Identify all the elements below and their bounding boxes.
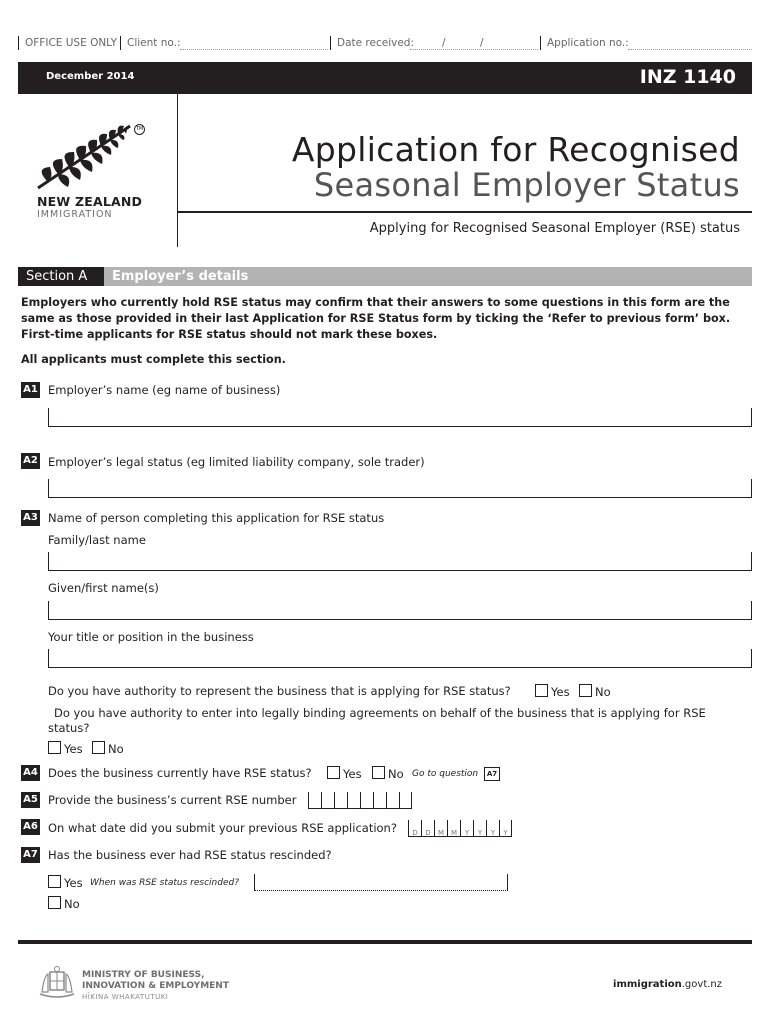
silver-fern-logo-icon — [34, 124, 134, 192]
form-date: December 2014 — [46, 71, 135, 82]
question-a3-text: Name of person completing this application for RSE status — [48, 511, 385, 525]
rescinded-when-label: When was RSE status rescinded? — [90, 878, 239, 888]
date-box-d1: D — [408, 820, 421, 836]
rescinded-no-option[interactable] — [48, 896, 80, 911]
no-label: No — [595, 685, 611, 699]
question-a5-text: Provide the business’s current RSE number — [48, 793, 297, 807]
trademark-icon: TM — [134, 124, 145, 135]
previous-application-date-input[interactable] — [408, 820, 512, 837]
coat-of-arms-icon — [38, 966, 76, 1000]
date-box-y2: Y — [473, 820, 486, 836]
question-a2-text: Employer’s legal status (eg limited liability company, sole trader) — [48, 455, 425, 469]
rescinded-no-checkbox[interactable] — [48, 896, 61, 909]
date-box-m1: M — [434, 820, 447, 836]
family-name-label: Family/last name — [48, 533, 146, 547]
question-number-a6: A6 — [21, 819, 40, 835]
rse-status-yes-checkbox[interactable] — [327, 766, 340, 779]
employer-name-input[interactable] — [48, 408, 752, 427]
section-instruction: All applicants must complete this section. — [21, 353, 286, 366]
section-label: Section A — [18, 267, 104, 286]
section-intro: Employers who currently hold RSE status may confirm that their answers to some questions in this form are the same as those provided in their last Application for RSE Status form by ticking the ‘Refer to previous form’ box. First-time applicants for RSE status should not mark these boxes. — [21, 296, 731, 341]
rse-number-input[interactable] — [308, 792, 412, 809]
binding-yes-option[interactable] — [48, 741, 83, 756]
authority-yes-checkbox[interactable] — [535, 684, 548, 697]
date-box-m2: M — [447, 820, 460, 836]
logo-new-zealand: NEW ZEALAND — [37, 194, 143, 209]
logo-immigration: IMMIGRATION — [37, 209, 113, 220]
ministry-line3: HĪKINA WHAKATUTUKI — [82, 993, 169, 1001]
yes-label: Yes — [64, 876, 83, 890]
footer-rule — [18, 940, 752, 944]
binding-question: Do you have authority to enter into legally binding agreements on behalf of the business that is applying for RSE status? — [48, 706, 706, 735]
office-use-label: OFFICE USE ONLY — [18, 36, 117, 50]
header-bar — [18, 62, 752, 94]
yes-label: Yes — [551, 685, 570, 699]
question-number-a2: A2 — [21, 453, 40, 469]
no-label: No — [388, 767, 404, 781]
rse-status-yes-option[interactable] — [327, 766, 362, 781]
client-no-label: Client no.: — [120, 36, 181, 50]
question-a7-text: Has the business ever had RSE status rescinded? — [48, 848, 332, 862]
ministry-line1: MINISTRY OF BUSINESS, — [82, 970, 205, 980]
no-label: No — [108, 742, 124, 756]
legal-status-input[interactable] — [48, 479, 752, 498]
given-name-label: Given/first name(s) — [48, 581, 159, 595]
rescinded-date-input[interactable] — [254, 874, 508, 891]
date-box-y3: Y — [486, 820, 499, 836]
website-link[interactable] — [613, 979, 722, 990]
date-box-y1: Y — [460, 820, 473, 836]
authority-question: Do you have authority to represent the business that is applying for RSE status? — [48, 684, 511, 698]
rse-status-no-checkbox[interactable] — [372, 766, 385, 779]
page-title-line1: Application for Recognised — [291, 130, 740, 169]
date-received-label: Date received: — [330, 36, 414, 50]
page-title-line2: Seasonal Employer Status — [313, 166, 740, 204]
ministry-line2: INNOVATION & EMPLOYMENT — [82, 981, 229, 991]
authority-no-checkbox[interactable] — [579, 684, 592, 697]
rescinded-yes-checkbox[interactable] — [48, 875, 61, 888]
question-a6-text: On what date did you submit your previous RSE application? — [48, 821, 397, 835]
authority-yes-option[interactable] — [535, 684, 570, 699]
question-number-a5: A5 — [21, 792, 40, 808]
binding-yes-checkbox[interactable] — [48, 741, 61, 754]
question-a1-text: Employer’s name (eg name of business) — [48, 383, 281, 397]
binding-no-checkbox[interactable] — [92, 741, 105, 754]
header-divider — [177, 94, 178, 247]
rescinded-yes-option[interactable] — [48, 875, 83, 890]
form-code: INZ 1140 — [639, 66, 736, 88]
goto-instruction: Go to question — [412, 769, 479, 779]
section-title: Employer’s details — [112, 269, 249, 284]
website-bold: immigration — [613, 979, 682, 990]
binding-no-option[interactable] — [92, 741, 124, 756]
date-box-y4: Y — [499, 820, 512, 836]
question-number-a1: A1 — [21, 382, 40, 398]
date-slash-2: / — [480, 37, 484, 49]
question-number-a4: A4 — [21, 765, 40, 781]
goto-question-ref: A7 — [484, 767, 500, 781]
family-name-input[interactable] — [48, 552, 752, 571]
office-use-strip — [0, 36, 770, 52]
title-rule-end — [738, 211, 752, 213]
yes-label: Yes — [64, 742, 83, 756]
question-number-a3: A3 — [21, 510, 40, 526]
authority-no-option[interactable] — [579, 684, 611, 699]
title-rule — [178, 211, 738, 213]
yes-label: Yes — [343, 767, 362, 781]
question-number-a7: A7 — [21, 847, 40, 863]
position-label: Your title or position in the business — [48, 630, 254, 644]
given-name-input[interactable] — [48, 601, 752, 620]
page-subtitle: Applying for Recognised Seasonal Employer (RSE) status — [369, 221, 740, 236]
no-label: No — [64, 897, 80, 911]
date-slash-1: / — [442, 37, 446, 49]
rse-status-no-option[interactable] — [372, 766, 404, 781]
date-box-d2: D — [421, 820, 434, 836]
application-no-label: Application no.: — [540, 36, 629, 50]
question-a4-text: Does the business currently have RSE status? — [48, 766, 312, 780]
position-input[interactable] — [48, 649, 752, 668]
website-rest: .govt.nz — [681, 979, 722, 990]
